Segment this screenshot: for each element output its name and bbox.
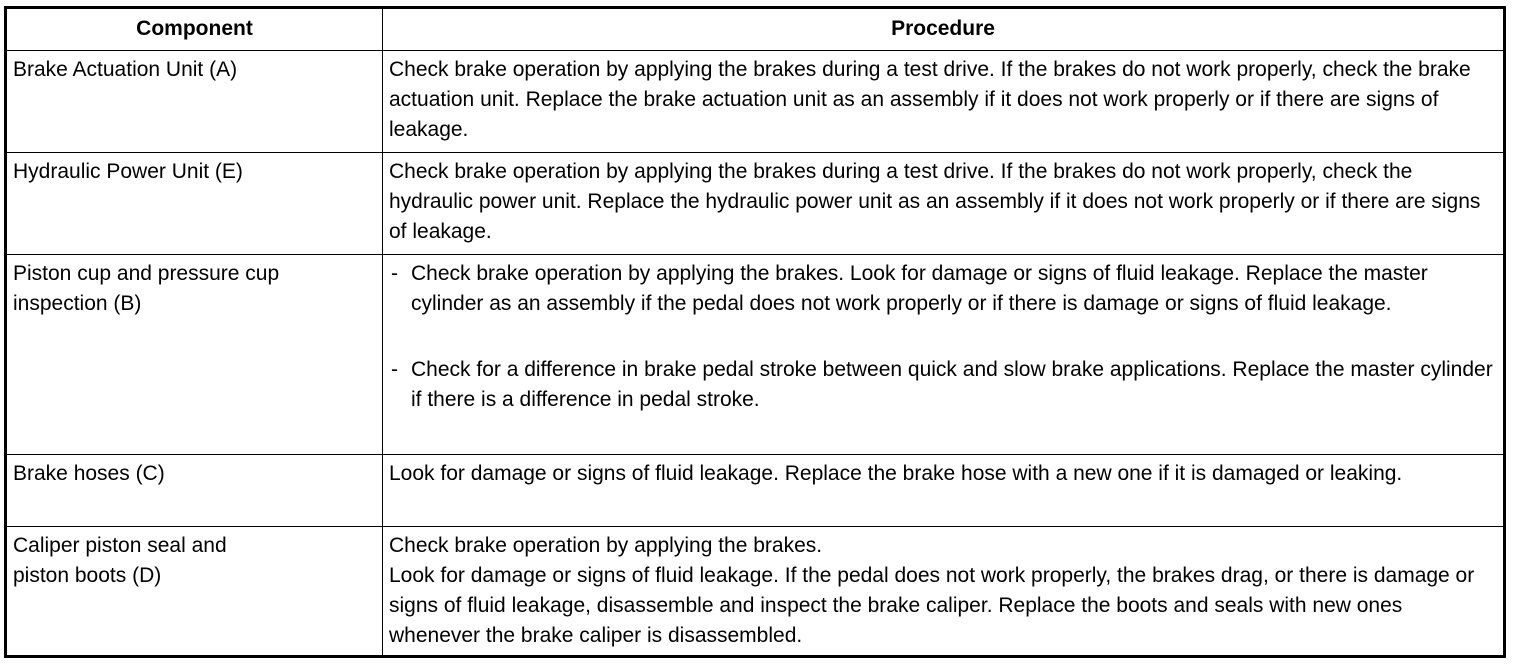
- component-cell: Hydraulic Power Unit (E): [7, 153, 383, 254]
- component-cell: Caliper piston seal and piston boots (D): [7, 527, 383, 655]
- procedure-cell: Check brake operation by applying the brakes during a test drive. If the brakes do not work properly, check the hydraulic power unit. Replace the hydraulic power unit as an assembly if it does not work properly or if there are signs of leakage.: [389, 160, 1481, 243]
- procedure-cell: [383, 527, 1503, 655]
- procedure-cell: Look for damage or signs of fluid leakage. Replace the brake hose with a new one if it is damaged or leaking.: [389, 462, 1403, 485]
- header-component: Component: [7, 9, 383, 50]
- component-cell: Piston cup and pressure cup inspection (B): [7, 255, 383, 454]
- header-procedure: Procedure: [891, 17, 995, 40]
- procedure-cell: [383, 255, 1503, 454]
- bullet-marker: -: [391, 358, 398, 381]
- table-row: [7, 455, 1503, 527]
- bullet-text: Check brake operation by applying the brakes. Look for damage or signs of fluid leakage. Replace the master cylinder as an assembly if the pedal does not work properly or if there is damage or signs of fluid leakage.: [411, 262, 1428, 315]
- inspection-table: [4, 6, 1506, 658]
- table-header-row: [7, 9, 1503, 51]
- table-row: [7, 51, 1503, 153]
- table-row: [7, 255, 1503, 455]
- procedure-bullet: [389, 259, 1497, 319]
- procedure-line: Check brake operation by applying the brakes.: [389, 534, 823, 557]
- procedure-line: Look for damage or signs of fluid leakage. If the pedal does not work properly, the brakes drag, or there is damage or signs of fluid leakage, disassemble and inspect the brake caliper. Replace the boots and seals with new ones whenever the brake caliper is disassembled.: [389, 564, 1475, 647]
- table-row: [7, 527, 1503, 655]
- procedure-bullet: [389, 355, 1497, 415]
- component-cell: Brake Actuation Unit (A): [7, 51, 383, 152]
- component-cell: Brake hoses (C): [7, 455, 383, 526]
- bullet-marker: -: [391, 262, 398, 285]
- procedure-cell: Check brake operation by applying the brakes during a test drive. If the brakes do not work properly, check the brake actuation unit. Replace the brake actuation unit as an assembly if it does not work properly or if there are signs of leakage.: [389, 58, 1471, 141]
- bullet-text: Check for a difference in brake pedal stroke between quick and slow brake applications. Replace the master cylinder if there is a difference in pedal stroke.: [411, 358, 1493, 411]
- table-row: [7, 153, 1503, 255]
